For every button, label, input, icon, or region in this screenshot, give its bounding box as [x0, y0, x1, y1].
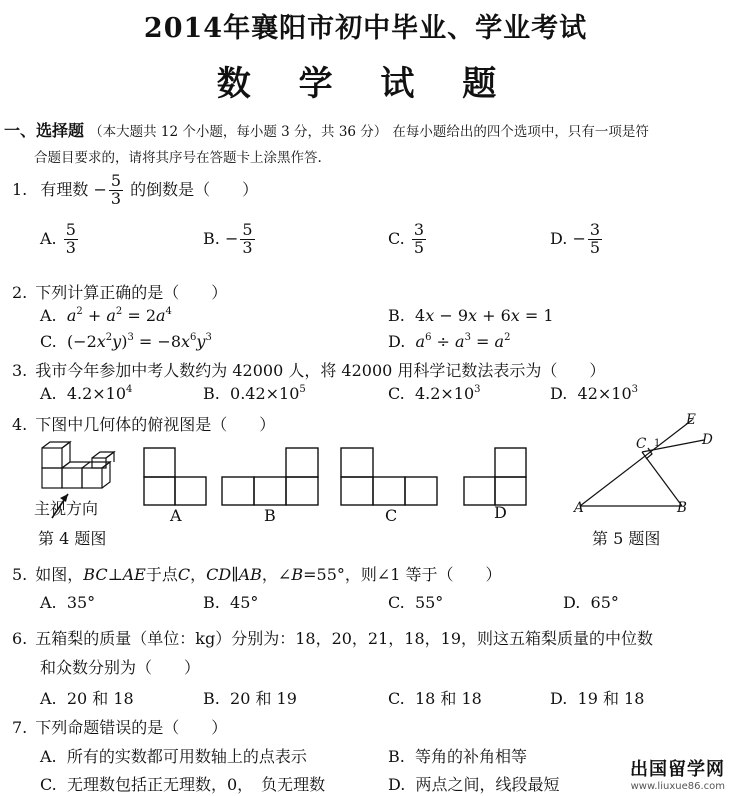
- q4-choice-d-label: D: [494, 503, 507, 522]
- question-1-stem: 1. 有理数 − $\frac{5}{3}$ 的倒数是（ ）: [12, 171, 259, 208]
- q3-option-a[interactable]: A. $4.2\times 10^4$: [40, 384, 133, 403]
- view-direction-label: 主视方向: [34, 499, 99, 518]
- question-2-stem: 2. 下列计算正确的是（ ）: [12, 283, 228, 302]
- question-number: 1.: [12, 179, 28, 199]
- question-number: 2.: [12, 283, 28, 302]
- q7-option-d[interactable]: D. 两点之间，线段最短: [388, 775, 560, 794]
- section-instruction-b: 合题目要求的，请将其序号在答题卡上涂黑作答.: [34, 150, 322, 166]
- point-c-label: C: [636, 436, 647, 452]
- q4-choice-b-figure[interactable]: [221, 447, 319, 507]
- q4-choice-c-figure[interactable]: [340, 447, 438, 507]
- section-note: （本大题共 12 个小题，每小题 3 分，共 36 分）: [89, 124, 388, 140]
- question-3-stem: 3. 我市今年参加中考人数约为 42000 人，将 42000 用科学记数法表示为（ ）: [12, 361, 606, 380]
- point-d-label: D: [702, 432, 713, 448]
- watermark-url: www.liuxue86.com: [630, 781, 725, 792]
- q1-option-d[interactable]: D. − $\frac{3}{5}$: [550, 220, 601, 257]
- exam-title: 2014年襄阳市初中毕业、学业考试: [143, 13, 588, 44]
- question-number: 6.: [12, 629, 28, 648]
- q5-option-d[interactable]: D. 65°: [563, 593, 619, 612]
- figure-5-geometry: [570, 414, 720, 514]
- q6-option-a[interactable]: A. 20 和 18: [40, 689, 134, 708]
- q1-option-b[interactable]: B. − $\frac{5}{3}$: [203, 220, 253, 257]
- question-number: 5.: [12, 565, 28, 584]
- q6-option-d[interactable]: D. 19 和 18: [550, 689, 645, 708]
- section-instruction-a: 在每小题给出的四个选项中，只有一项是符: [392, 124, 649, 140]
- question-number: 4.: [12, 415, 28, 434]
- site-watermark: [630, 755, 725, 792]
- fraction: $\frac{5}{3}$: [110, 171, 122, 208]
- q7-option-c[interactable]: C. 无理数包括正无理数，0， 负无理数: [40, 775, 326, 794]
- question-7-stem: 7. 下列命题错误的是（ ）: [12, 718, 228, 737]
- q7-option-a[interactable]: A. 所有的实数都可用数轴上的点表示: [40, 747, 307, 766]
- q2-option-c[interactable]: C. $(-2x^2y)^3 = -8x^6y^3$: [40, 332, 212, 351]
- q1-option-c[interactable]: C. $\frac{3}{5}$: [388, 220, 425, 257]
- question-4-stem: 4. 下图中几何体的俯视图是（ ）: [12, 415, 276, 434]
- q5-option-a[interactable]: A. 35°: [40, 593, 96, 612]
- q2-option-a[interactable]: A. $a^2 + a^2 = 2a^4$: [40, 306, 172, 325]
- q2-option-d[interactable]: D. $a^6 \div a^3 = a^2$: [388, 332, 511, 351]
- q3-option-c[interactable]: C. $4.2\times 10^3$: [388, 384, 481, 403]
- q1-option-a[interactable]: A. $\frac{5}{3}$: [40, 220, 76, 257]
- q4-choice-c-label: C: [385, 506, 398, 525]
- point-b-label: B: [677, 500, 687, 516]
- q3-option-b[interactable]: B. $0.42\times 10^5$: [203, 384, 306, 403]
- q5-option-c[interactable]: C. 55°: [388, 593, 444, 612]
- question-5-stem: 5. 如图，BC⊥AE于点C，CD∥AB，∠B=55°，则∠1 等于（ ）: [12, 565, 502, 584]
- point-e-label: E: [686, 412, 696, 428]
- q6-option-b[interactable]: B. 20 和 19: [203, 689, 297, 708]
- section-label: 一、选择题: [4, 121, 85, 140]
- section-heading: [4, 118, 649, 141]
- angle-1-label: 1: [654, 438, 661, 449]
- q4-choice-d-figure[interactable]: [463, 447, 527, 507]
- q4-choice-a-figure[interactable]: [143, 447, 207, 507]
- q4-solid-figure: [38, 444, 118, 500]
- question-6-stem-cont: 和众数分别为（ ）: [40, 658, 201, 677]
- q2-option-b[interactable]: B. 4x − 9x + 6x = 1: [388, 306, 554, 325]
- figure-5-caption: 第 5 题图: [592, 529, 661, 548]
- point-a-label: A: [574, 500, 584, 516]
- q5-option-b[interactable]: B. 45°: [203, 593, 259, 612]
- figure-4-caption: 第 4 题图: [38, 529, 107, 548]
- question-6-stem: 6. 五箱梨的质量（单位：kg）分别为：18，20，21，18，19，则这五箱梨质量的中位数: [12, 629, 654, 648]
- q7-option-b[interactable]: B. 等角的补角相等: [388, 747, 528, 766]
- q4-choice-b-label: B: [264, 506, 276, 525]
- question-number: 3.: [12, 361, 28, 380]
- q4-choice-a-label: A: [170, 506, 182, 525]
- q6-option-c[interactable]: C. 18 和 18: [388, 689, 482, 708]
- q3-option-d[interactable]: D. $42\times 10^3$: [550, 384, 639, 403]
- watermark-name: 出国留学网: [630, 759, 725, 780]
- question-number: 7.: [12, 718, 28, 737]
- exam-subtitle: 数 学 试 题: [216, 64, 515, 104]
